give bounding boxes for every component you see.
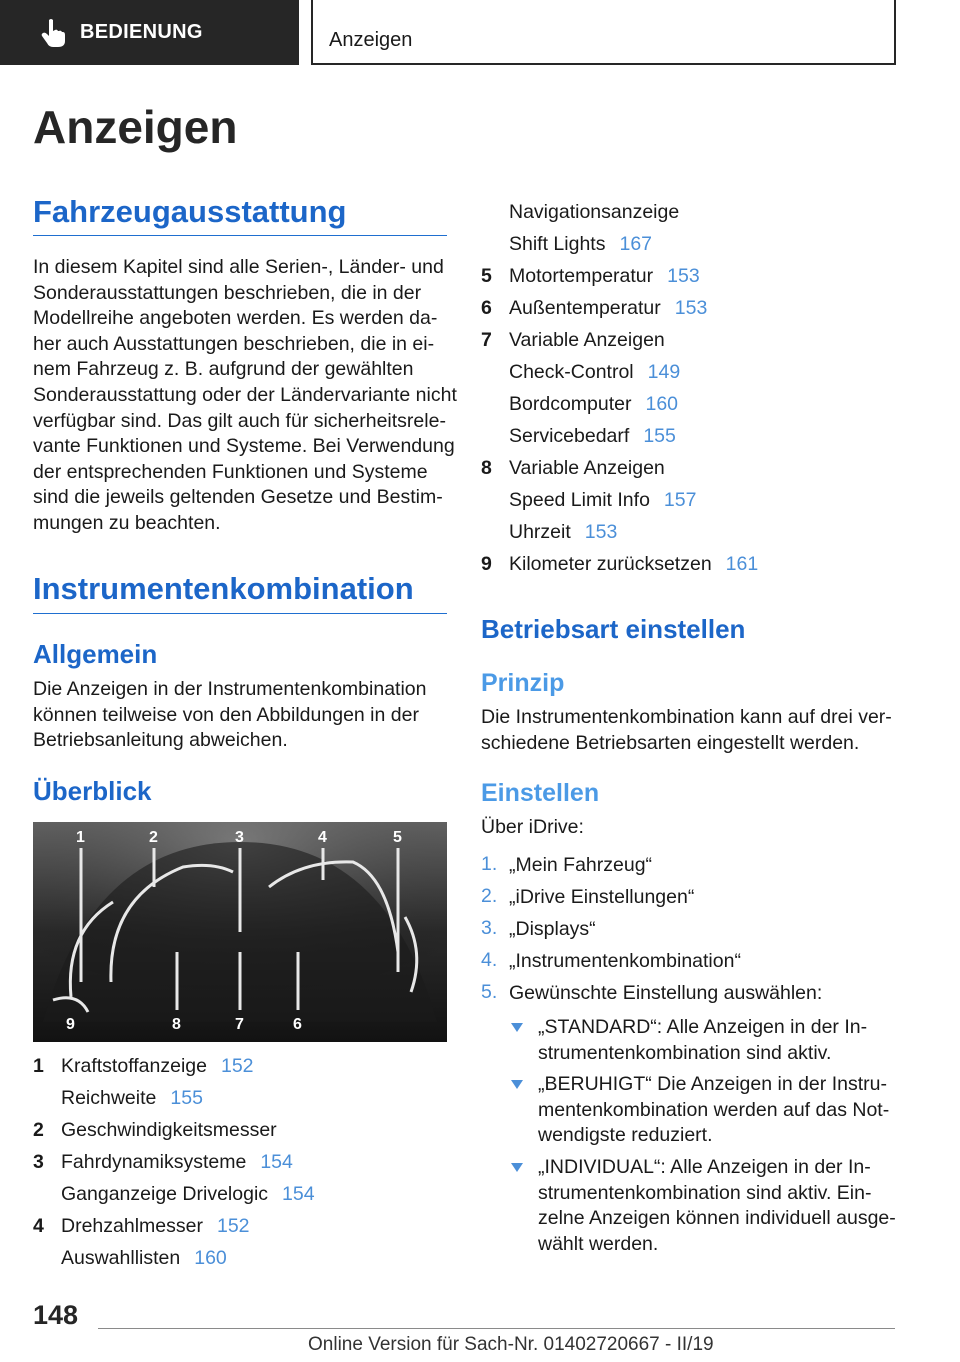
legend-text: [61, 1183, 315, 1206]
page-reference-link[interactable]: 160: [194, 1247, 227, 1269]
legend-label: Navigationsanzeige: [509, 201, 680, 223]
step-number: 1.: [481, 853, 498, 875]
legend-text: [509, 521, 617, 544]
legend-number: 9: [481, 553, 492, 575]
step-text: „Displays“: [509, 918, 596, 940]
callout-1: 1: [76, 829, 85, 846]
text-line: Betriebsanleitung abweichen.: [33, 729, 288, 752]
text-line: wählt werden.: [538, 1232, 659, 1255]
heading-einstellen: Einstellen: [481, 779, 600, 807]
text-line: schiedene Betriebsarten eingestellt werden.: [481, 731, 860, 754]
page-reference-link[interactable]: 161: [725, 553, 759, 575]
legend-label: Auswahllisten: [61, 1247, 181, 1269]
legend-label: Check-Control: [509, 361, 634, 383]
page-reference-link[interactable]: 157: [663, 489, 697, 511]
heading-fahrzeugausstattung: Fahrzeugausstattung: [33, 194, 447, 236]
step-number: 2.: [481, 885, 498, 907]
legend-number: 6: [481, 297, 492, 319]
text-line: Modellreihe angeboten werden. Es werden da-: [33, 307, 438, 330]
text-line: Die Instrumentenkombination kann auf drei ver-: [481, 706, 892, 728]
page-reference-link[interactable]: 153: [667, 265, 700, 287]
legend-label: Außentemperatur: [509, 297, 661, 319]
instrument-cluster-figure: [33, 822, 447, 1042]
option-text: [538, 1072, 889, 1149]
legend-text: [509, 201, 679, 224]
callout-3: 3: [235, 829, 244, 846]
legend-label: Uhrzeit: [509, 521, 571, 543]
paragraph-prinzip: [481, 705, 892, 756]
text-line: „INDIVIDUAL“: Alle Anzeigen in der In-: [538, 1156, 871, 1178]
legend-text: [509, 425, 676, 448]
page-reference-link[interactable]: 167: [619, 233, 653, 255]
page-reference-link[interactable]: 152: [216, 1215, 250, 1237]
bullet-triangle-icon: [511, 1163, 523, 1172]
legend-number: 3: [33, 1151, 44, 1173]
bullet-triangle-icon: [511, 1023, 523, 1032]
text-line: her auch Ausstattungen beschrieben, die in ei-: [33, 332, 435, 355]
legend-text: [61, 1151, 293, 1174]
text-line: wendigste reduziert.: [538, 1124, 713, 1147]
text-line: verfügbar sind. Das gilt auch für sicherheitsrele-: [33, 409, 446, 432]
text-line: Die Anzeigen in der Instrumentenkombination: [33, 678, 427, 700]
heading-prinzip: Prinzip: [481, 669, 565, 697]
text-line: mentenkombination werden auf das Not-: [538, 1098, 890, 1121]
page-reference-link[interactable]: 152: [220, 1055, 254, 1077]
page-reference-link[interactable]: 160: [645, 393, 679, 415]
text-line: Sonderausstattungen beschrieben, die in der: [33, 281, 422, 304]
legend-label: Motortemperatur: [509, 265, 654, 287]
legend-number: 8: [481, 457, 492, 479]
page-reference-link[interactable]: 155: [170, 1087, 203, 1109]
legend-text: [61, 1119, 277, 1142]
legend-label: Variable Anzeigen: [509, 457, 665, 479]
legend-label: Drehzahlmesser: [61, 1215, 203, 1237]
step-number: 3.: [481, 917, 498, 939]
callout-6: 6: [293, 1016, 302, 1033]
text-line: vante Funktionen und Systeme. Bei Verwendung: [33, 435, 455, 458]
legend-number: 4: [33, 1215, 44, 1237]
callout-8: 8: [172, 1016, 181, 1033]
legend-text: [509, 233, 652, 256]
legend-text: [509, 297, 707, 320]
legend-label: Reichweite: [61, 1087, 157, 1109]
text-line: der entsprechenden Funktionen und Systeme: [33, 460, 428, 483]
legend-label: Geschwindigkeitsmesser: [61, 1119, 277, 1141]
legend-number: 1: [33, 1055, 44, 1077]
chapter-tab[interactable]: [0, 0, 299, 65]
legend-label: Speed Limit Info: [509, 489, 650, 511]
step-number: 4.: [481, 949, 498, 971]
step-number: 5.: [481, 981, 498, 1003]
section-header-label: Anzeigen: [329, 29, 413, 51]
text-line: „STANDARD“: Alle Anzeigen in der In-: [538, 1016, 868, 1038]
text-line: nem Fahrzeug z. B. aufgrund der gewählten: [33, 358, 414, 381]
page-number: 148: [33, 1300, 79, 1330]
legend-text: [61, 1087, 203, 1110]
legend-text: [61, 1215, 250, 1238]
legend-text: [509, 361, 680, 384]
section-header: [311, 0, 896, 65]
callout-5: 5: [393, 829, 402, 846]
paragraph-allgemein: [33, 677, 427, 754]
callout-7: 7: [235, 1016, 244, 1033]
legend-label: Kraftstoffanzeige: [61, 1055, 207, 1077]
einstellen-intro: Über iDrive:: [481, 816, 584, 838]
legend-label: Servicebedarf: [509, 425, 630, 447]
text-line: mungen zu beachten.: [33, 511, 221, 534]
paragraph-fahrzeugausstattung: [33, 255, 457, 537]
text-line: strumentenkombination sind aktiv.: [538, 1041, 832, 1064]
legend-label: Ganganzeige Drivelogic: [61, 1183, 269, 1205]
legend-label: Variable Anzeigen: [509, 329, 665, 351]
legend-text: [61, 1247, 227, 1270]
page-reference-link[interactable]: 149: [647, 361, 681, 383]
heading-allgemein: Allgemein: [33, 639, 158, 669]
page-title: Anzeigen: [33, 101, 238, 153]
legend-label: Shift Lights: [509, 233, 606, 255]
step-text: „iDrive Einstellungen“: [509, 886, 695, 908]
legend-text: [509, 329, 665, 352]
text-line: „BERUHIGT“ Die Anzeigen in der Instru-: [538, 1073, 887, 1095]
callout-2: 2: [149, 829, 158, 846]
footer-divider: [98, 1328, 895, 1329]
chapter-tab-label: BEDIENUNG: [80, 21, 203, 43]
bullet-triangle-icon: [511, 1080, 523, 1089]
legend-number: 2: [33, 1119, 44, 1141]
heading-betriebsart: Betriebsart einstellen: [481, 614, 746, 644]
page-reference-link[interactable]: 153: [674, 297, 708, 319]
page-reference-link[interactable]: 154: [260, 1151, 293, 1173]
legend-label: Kilometer zurücksetzen: [509, 553, 712, 575]
text-line: können teilweise von den Abbildungen in der: [33, 703, 419, 726]
page-reference-link[interactable]: 155: [643, 425, 676, 447]
hand-pointer-icon: [40, 18, 66, 48]
legend-text: [509, 265, 700, 288]
legend-label: Bordcomputer: [509, 393, 632, 415]
text-line: strumentenkombination sind aktiv. Ein-: [538, 1181, 872, 1204]
legend-label: Fahrdynamiksysteme: [61, 1151, 247, 1173]
legend-text: [61, 1055, 254, 1078]
legend-number: 7: [481, 329, 492, 351]
footer-text: Online Version für Sach-Nr. 01402720667 - II/19: [308, 1334, 714, 1355]
step-text: Gewünschte Einstellung auswählen:: [509, 982, 823, 1004]
callout-9: 9: [66, 1016, 75, 1033]
callout-4: 4: [318, 829, 327, 846]
legend-text: [509, 553, 758, 576]
page-reference-link[interactable]: 153: [584, 521, 618, 543]
text-line: In diesem Kapitel sind alle Serien-, Länder- und: [33, 256, 444, 278]
heading-instrumentenkombination: Instrumentenkombination: [33, 571, 447, 614]
legend-number: 5: [481, 265, 492, 287]
step-text: „Instrumentenkombination“: [509, 950, 741, 972]
legend-text: [509, 489, 696, 512]
legend-text: [509, 457, 665, 480]
page-reference-link[interactable]: 154: [282, 1183, 315, 1205]
text-line: sind die jeweils geltenden Gesetze und Bestim-: [33, 486, 443, 509]
legend-text: [509, 393, 678, 416]
heading-ueberblick: Überblick: [33, 776, 152, 806]
text-line: zelne Anzeigen können individuell ausge-: [538, 1207, 896, 1230]
text-line: Sonderausstattung oder der Ländervariante nicht: [33, 383, 457, 406]
option-text: [538, 1015, 867, 1066]
option-text: [538, 1155, 896, 1257]
step-text: „Mein Fahrzeug“: [509, 854, 653, 876]
